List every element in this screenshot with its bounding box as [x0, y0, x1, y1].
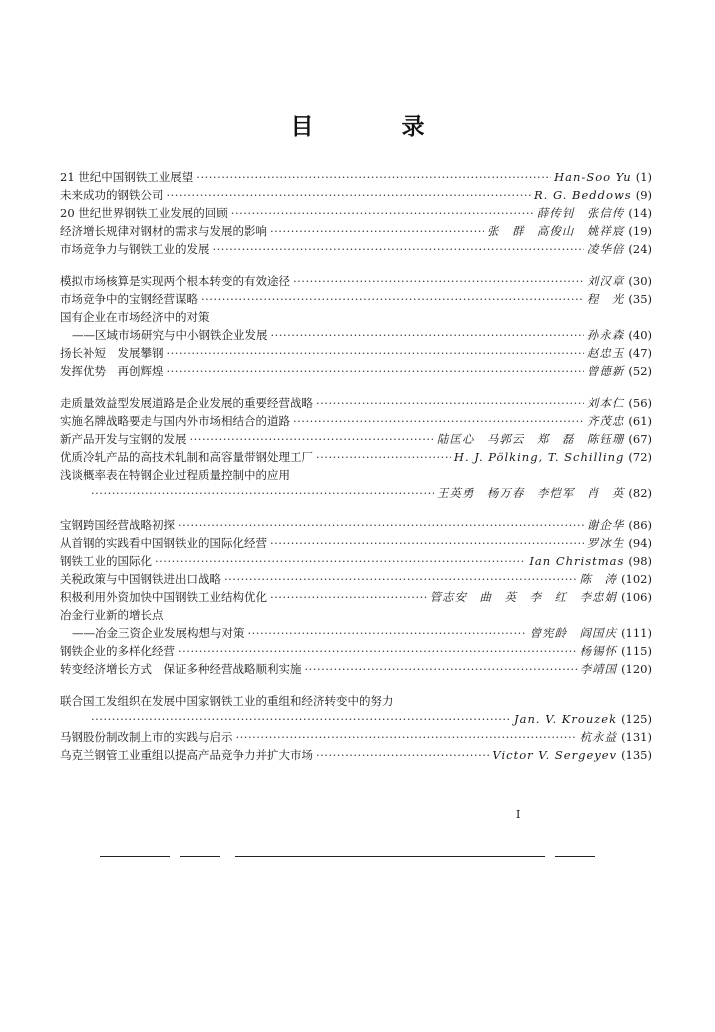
- entry-author: Victor V. Sergeyev: [492, 748, 618, 762]
- entry-author: Jan. V. Krouzek: [514, 712, 618, 726]
- entry-row: [60, 570, 652, 588]
- entry-row: [60, 534, 652, 552]
- entry-page: (94): [628, 536, 652, 550]
- toc-entry: [60, 412, 652, 430]
- entry-title: 宝钢跨国经营战略初探: [60, 518, 175, 532]
- entry-title: 20 世纪世界钢铁工业发展的回顾: [60, 206, 228, 220]
- entry-page: (40): [628, 328, 652, 342]
- dot-leader: [236, 728, 577, 746]
- toc-entry: [60, 642, 652, 660]
- entry-page: (47): [628, 346, 652, 360]
- toc-group: [60, 168, 652, 258]
- dot-leader: [270, 222, 484, 240]
- entry-row: [60, 642, 652, 660]
- entry-row: [60, 516, 652, 534]
- toc-entry: [60, 692, 652, 728]
- entry-title: 21 世纪中国钢铁工业展望: [60, 170, 194, 184]
- entry-row: [60, 290, 652, 308]
- entry-page: (61): [628, 414, 652, 428]
- entry-row: [60, 362, 652, 380]
- entry-author: Han-Soo Yu: [554, 170, 632, 184]
- toc-entry: [60, 516, 652, 534]
- entry-author: 刘汉章: [586, 274, 625, 288]
- entry-heading: 冶金行业新的增长点: [60, 608, 164, 622]
- entry-row: [60, 430, 652, 448]
- entry-page: (72): [628, 450, 652, 464]
- entry-title: 扬长补短 发展攀钢: [60, 346, 164, 360]
- toc-entry: [60, 168, 652, 186]
- entry-title: 马钢股份制改制上市的实践与启示: [60, 730, 233, 744]
- entry-row: [60, 344, 652, 362]
- entry-title: 关税政策与中国钢铁进出口战略: [60, 572, 221, 586]
- entry-page: (125): [621, 712, 652, 726]
- entry-heading: 国有企业在市场经济中的对策: [60, 310, 210, 324]
- entry-author: 陈 涛: [579, 572, 618, 586]
- entry-row: [60, 728, 652, 746]
- toc-entry: [60, 394, 652, 412]
- entry-title: 市场竞争中的宝钢经营谋略: [60, 292, 198, 306]
- entry-page: (35): [628, 292, 652, 306]
- toc-entry: [60, 588, 652, 606]
- toc-group: [60, 516, 652, 678]
- entry-author: 王英勇 杨万春 李恺军 肖 英: [436, 486, 625, 500]
- dot-leader: [271, 326, 584, 344]
- toc-entry: [60, 222, 652, 240]
- entry-page: (19): [628, 224, 652, 238]
- page-title: 目 录: [290, 114, 465, 140]
- entry-author: 曾宪龄 阎国庆: [529, 626, 618, 640]
- entry-title: ——区域市场研究与中小钢铁企业发展: [72, 328, 268, 342]
- dot-leader: [167, 344, 584, 362]
- entry-author: 赵忠玉: [586, 346, 625, 360]
- entry-row: [60, 186, 652, 204]
- entry-title: 经济增长规律对钢材的需求与发展的影响: [60, 224, 267, 238]
- entry-page: (67): [628, 432, 652, 446]
- entry-title: 钢铁企业的多样化经营: [60, 644, 175, 658]
- entry-page: (106): [621, 590, 652, 604]
- entry-author: 李靖国: [579, 662, 618, 676]
- entry-author: 罗冰生: [586, 536, 625, 550]
- entry-title: 优质冷轧产品的高技术轧制和高容量带钢处理工厂: [60, 450, 313, 464]
- entry-page: (24): [628, 242, 652, 256]
- toc-group: [60, 394, 652, 502]
- entry-row: [60, 168, 652, 186]
- toc-entry: [60, 660, 652, 678]
- dot-leader: [224, 570, 577, 588]
- scan-line: [100, 856, 170, 857]
- entry-title: 未来成功的钢铁公司: [60, 188, 164, 202]
- entry-row: [60, 624, 652, 642]
- entry-row: [60, 204, 652, 222]
- entry-row: [60, 660, 652, 678]
- dot-leader: [190, 430, 434, 448]
- entry-title: 钢铁工业的国际化: [60, 554, 152, 568]
- entry-row: [60, 552, 652, 570]
- entry-title: 从首钢的实践看中国钢铁业的国际化经营: [60, 536, 267, 550]
- entry-row: [60, 412, 652, 430]
- entry-title: 模拟市场核算是实现两个根本转变的有效途径: [60, 274, 290, 288]
- entry-page: (115): [621, 644, 652, 658]
- entry-title: 新产品开发与宝钢的发展: [60, 432, 187, 446]
- entry-row: [60, 746, 652, 764]
- scan-line: [180, 856, 220, 857]
- dot-leader: [231, 204, 534, 222]
- entry-page: (120): [621, 662, 652, 676]
- entry-heading: 浅谈概率表在特钢企业过程质量控制中的应用: [60, 468, 290, 482]
- entry-author: Ian Christmas: [529, 554, 625, 568]
- dot-leader: [316, 448, 451, 466]
- entry-row: [60, 240, 652, 258]
- entry-row: [60, 222, 652, 240]
- entry-page: (52): [628, 364, 652, 378]
- toc-entry: [60, 430, 652, 448]
- entry-page: (135): [621, 748, 652, 762]
- entry-page: (56): [628, 396, 652, 410]
- entry-title: 实施名牌战略要走与国内外市场相结合的道路: [60, 414, 290, 428]
- entry-page: (86): [628, 518, 652, 532]
- entry-author: 杨锡怀: [579, 644, 618, 658]
- dot-leader: [155, 552, 526, 570]
- dot-leader: [316, 394, 584, 412]
- page-number: I: [516, 808, 521, 821]
- toc-entry: [60, 746, 652, 764]
- toc-entry: [60, 448, 652, 466]
- entry-author: 杭永益: [579, 730, 618, 744]
- dot-leader: [201, 290, 584, 308]
- entry-author: 陆匡心 马郭云 郑 磊 陈钰珊: [436, 432, 625, 446]
- dot-leader: [91, 710, 511, 728]
- entry-author: 谢企华: [586, 518, 625, 532]
- entry-row: [60, 326, 652, 344]
- dot-leader: [293, 272, 584, 290]
- entry-title: 市场竞争力与钢铁工业的发展: [60, 242, 210, 256]
- table-of-contents: [60, 168, 652, 778]
- toc-group: [60, 692, 652, 764]
- entry-author: 管志安 曲 英 李 红 李忠娟: [429, 590, 618, 604]
- entry-author: 齐茂忠: [586, 414, 625, 428]
- entry-author: 张 群 高俊山 姚祥宸: [486, 224, 625, 238]
- toc-entry: [60, 466, 652, 502]
- entry-page: (102): [621, 572, 652, 586]
- dot-leader: [316, 746, 489, 764]
- entry-row: [60, 394, 652, 412]
- dot-leader: [305, 660, 577, 678]
- dot-leader: [270, 534, 584, 552]
- toc-entry: [60, 240, 652, 258]
- entry-author: 孙永森: [586, 328, 625, 342]
- entry-title: 转变经济增长方式 保证多种经营战略顺利实施: [60, 662, 302, 676]
- entry-row: [60, 484, 652, 502]
- dot-leader: [213, 240, 584, 258]
- toc-entry: [60, 186, 652, 204]
- entry-author: 刘本仁: [586, 396, 625, 410]
- scan-line: [235, 856, 545, 857]
- entry-row: [60, 448, 652, 466]
- toc-entry: [60, 606, 652, 642]
- entry-title: 积极利用外资加快中国钢铁工业结构优化: [60, 590, 267, 604]
- entry-author: 程 光: [586, 292, 625, 306]
- entry-row: [60, 588, 652, 606]
- entry-author: 曾德新: [586, 364, 625, 378]
- toc-entry: [60, 308, 652, 344]
- dot-leader: [270, 588, 427, 606]
- dot-leader: [178, 516, 584, 534]
- entry-page: (1): [635, 170, 652, 184]
- dot-leader: [167, 362, 584, 380]
- entry-author: H. J. Pölking, T. Schilling: [453, 450, 625, 464]
- dot-leader: [196, 168, 551, 186]
- toc-entry: [60, 570, 652, 588]
- toc-entry: [60, 534, 652, 552]
- dot-leader: [293, 412, 584, 430]
- entry-title: 发挥优势 再创辉煌: [60, 364, 164, 378]
- toc-group: [60, 272, 652, 380]
- entry-page: (30): [628, 274, 652, 288]
- dot-leader: [248, 624, 527, 642]
- scan-line: [555, 856, 595, 857]
- entry-title: 走质量效益型发展道路是企业发展的重要经营战略: [60, 396, 313, 410]
- entry-author: 薛传钊 张信传: [536, 206, 625, 220]
- toc-entry: [60, 204, 652, 222]
- dot-leader: [167, 186, 531, 204]
- dot-leader: [91, 484, 434, 502]
- entry-title: ——冶金三资企业发展构想与对策: [72, 626, 245, 640]
- toc-entry: [60, 344, 652, 362]
- entry-page: (82): [628, 486, 652, 500]
- toc-entry: [60, 272, 652, 290]
- toc-entry: [60, 728, 652, 746]
- toc-entry: [60, 290, 652, 308]
- entry-row: [60, 272, 652, 290]
- dot-leader: [178, 642, 577, 660]
- entry-page: (98): [628, 554, 652, 568]
- entry-heading: 联合国工发组织在发展中国家钢铁工业的重组和经济转变中的努力: [60, 694, 394, 708]
- entry-author: 凌华倍: [586, 242, 625, 256]
- entry-page: (131): [621, 730, 652, 744]
- entry-page: (111): [621, 626, 652, 640]
- entry-row: [60, 710, 652, 728]
- entry-page: (14): [628, 206, 652, 220]
- entry-page: (9): [635, 188, 652, 202]
- toc-entry: [60, 552, 652, 570]
- entry-author: R. G. Beddows: [533, 188, 632, 202]
- toc-entry: [60, 362, 652, 380]
- entry-title: 乌克兰钢管工业重组以提高产品竞争力并扩大市场: [60, 748, 313, 762]
